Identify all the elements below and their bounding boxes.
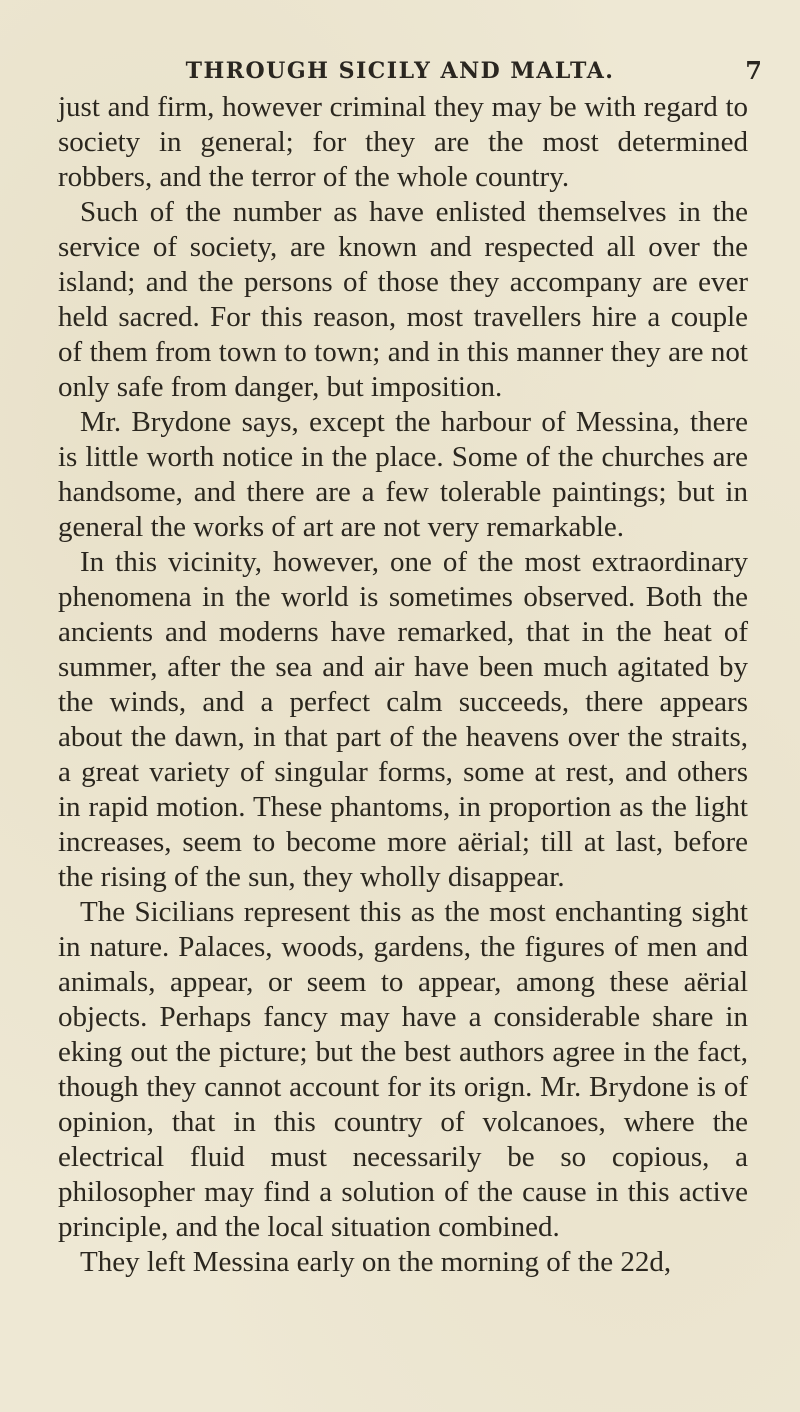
- paragraph-3: Mr. Brydone says, except the harbour of Messina, there is little worth notice in the place. Some of the churches are handsome, and there are a few tolerable paintings; but in general the works of art are not very remarkable.: [58, 406, 748, 543]
- page-header: [0, 58, 800, 88]
- page-number: 7: [745, 56, 762, 85]
- running-head: THROUGH SICILY AND MALTA.: [185, 58, 615, 84]
- paragraph-4: In this vicinity, however, one of the most extraordinary phenomena in the world is sometimes observed. Both the ancients and moderns have remarked, that in the heat of summer, after the sea and air have been much agitated by the winds, and a perfect calm succeeds, there appears about the dawn, in that part of the heavens over the straits, a great variety of singular forms, some at rest, and others in rapid motion. These phantoms, in proportion as the light increases, seem to become more aërial; till at last, before the rising of the sun, they wholly disappear.: [58, 546, 748, 893]
- body-text: [58, 90, 748, 1280]
- paragraph-1: just and firm, however criminal they may be with regard to society in general; for they are the most determined robbers, and the terror of the whole country.: [58, 91, 748, 193]
- paragraph-5: The Sicilians represent this as the most enchanting sight in nature. Palaces, woods, gardens, the figures of men and animals, appear, or seem to appear, among these aërial objects. Perhaps fancy may have a considerable share in eking out the picture; but the best authors agree in the fact, though they cannot account for its orign. Mr. Brydone is of opinion, that in this country of volcanoes, where the electrical fluid must necessarily be so copious, a philosopher may find a solution of the cause in this active principle, and the local situation combined.: [58, 896, 748, 1243]
- paragraph-6: They left Messina early on the morning of the 22d,: [80, 1246, 672, 1278]
- paragraph-2: Such of the number as have enlisted themselves in the service of society, are known and respected all over the island; and the persons of those they accompany are ever held sacred. For this reason, most travellers hire a couple of them from town to town; and in this manner they are not only safe from danger, but imposition.: [58, 196, 748, 403]
